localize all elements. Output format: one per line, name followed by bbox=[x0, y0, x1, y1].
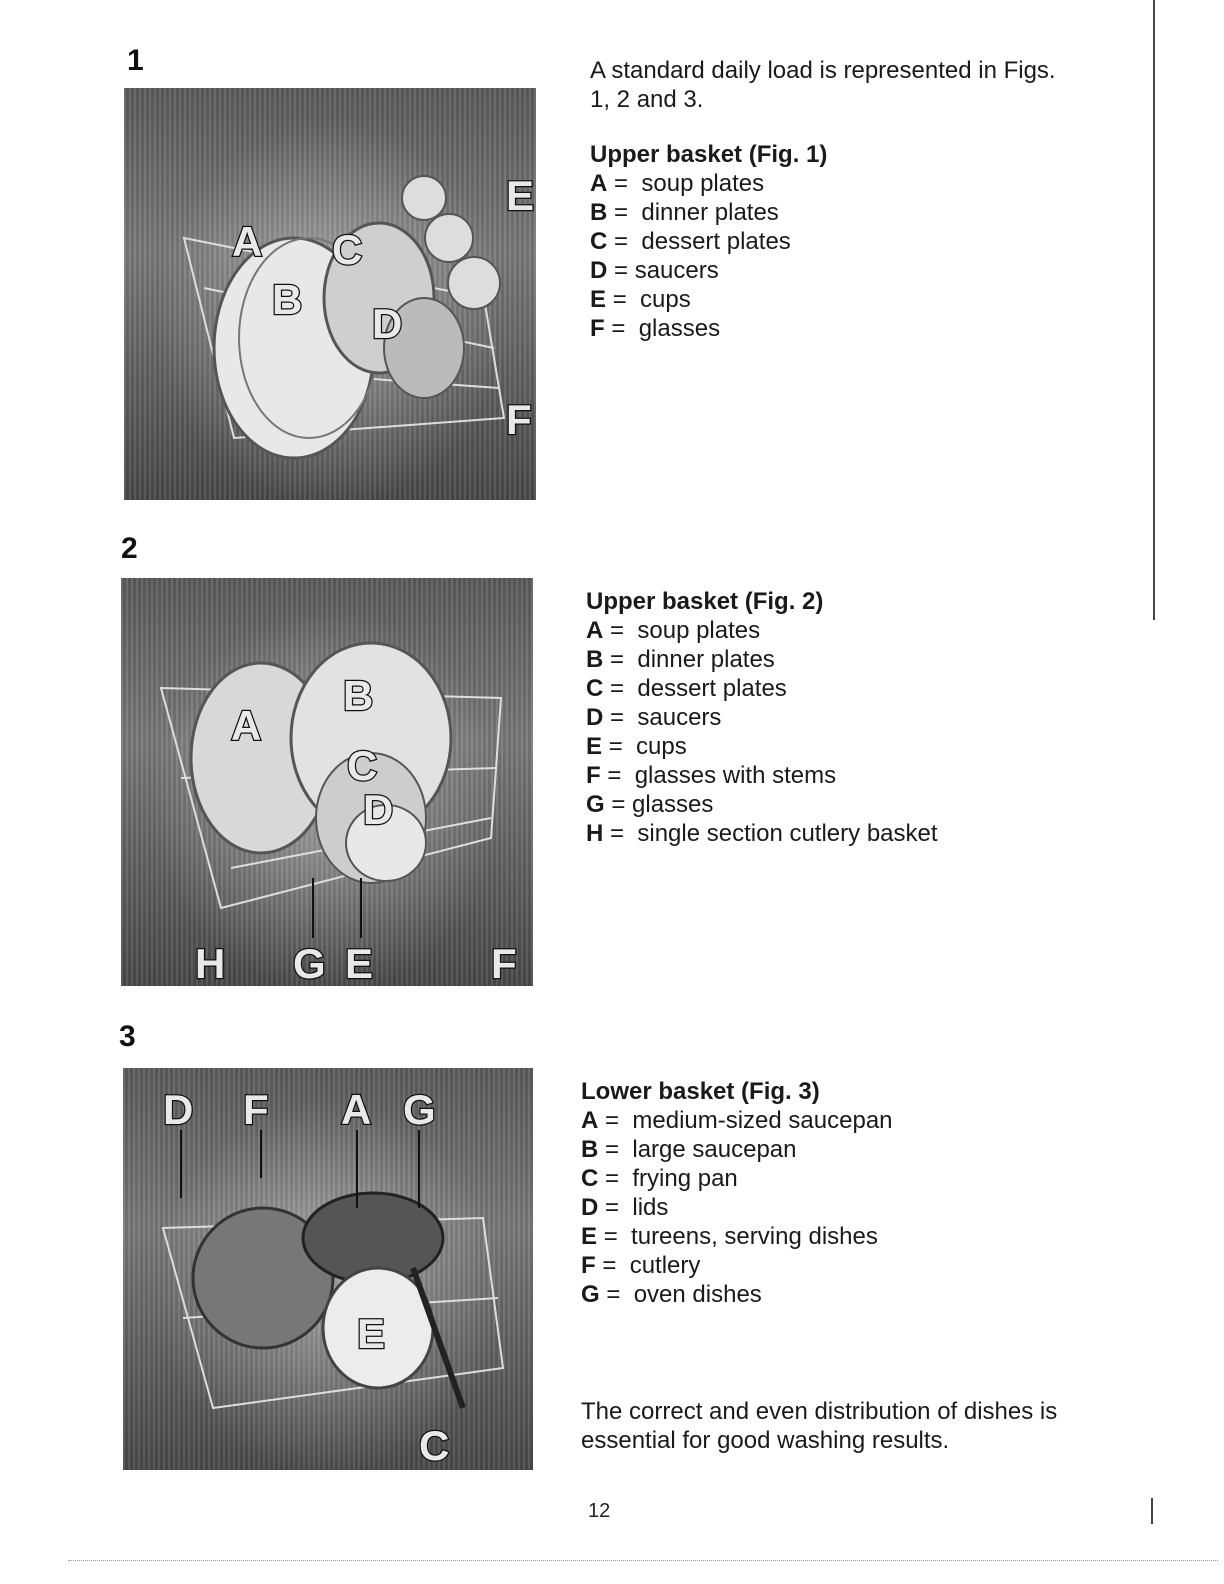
legend-item: B = dinner plates bbox=[590, 199, 779, 226]
figure-3-illustration bbox=[123, 1068, 533, 1470]
fig1-label-a: A bbox=[232, 218, 263, 265]
legend-item: G = oven dishes bbox=[581, 1281, 762, 1308]
figure-2-heading: Upper basket (Fig. 2) bbox=[586, 588, 824, 615]
scan-edge-mark bbox=[1151, 1498, 1153, 1524]
fig3-label-c: C bbox=[419, 1422, 450, 1469]
legend-item: F = glasses bbox=[590, 315, 721, 342]
fig1-label-e: E bbox=[506, 172, 535, 219]
fig3-label-a: A bbox=[341, 1086, 372, 1133]
legend-item: C = frying pan bbox=[581, 1165, 738, 1192]
figure-1-illustration bbox=[124, 88, 536, 500]
intro-text bbox=[590, 56, 1056, 114]
legend-item: A = soup plates bbox=[590, 170, 765, 197]
fig2-dishes bbox=[191, 643, 451, 883]
fig2-leader-lines bbox=[313, 878, 361, 938]
figure-2-number: 2 bbox=[121, 532, 138, 565]
fig2-label-a: A bbox=[231, 702, 262, 749]
fig3-label-e: E bbox=[357, 1310, 386, 1357]
figure-2-illustration bbox=[121, 578, 533, 986]
figure-3-photo bbox=[123, 1068, 533, 1470]
legend-item: E = cups bbox=[590, 286, 691, 313]
figure-1-heading: Upper basket (Fig. 1) bbox=[590, 141, 828, 168]
bottom-rule bbox=[68, 1560, 1218, 1561]
page-number: 12 bbox=[588, 1500, 611, 1522]
legend-item: D = lids bbox=[581, 1194, 669, 1221]
fig3-label-d: D bbox=[163, 1086, 194, 1133]
fig1-label-f: F bbox=[506, 396, 532, 443]
legend-item: E = cups bbox=[586, 733, 687, 760]
fig2-label-d: D bbox=[363, 786, 394, 833]
figure-1-legend bbox=[590, 140, 827, 343]
fig3-label-f: F bbox=[243, 1086, 269, 1133]
legend-item: F = cutlery bbox=[581, 1252, 701, 1279]
figure-2-photo bbox=[121, 578, 533, 986]
fig3-label-g: G bbox=[403, 1086, 436, 1133]
figure-3-heading: Lower basket (Fig. 3) bbox=[581, 1078, 820, 1105]
fig3-cookware bbox=[193, 1193, 463, 1408]
closing-line-2: essential for good washing results. bbox=[581, 1427, 950, 1454]
fig2-label-h: H bbox=[195, 940, 226, 986]
legend-item: B = large saucepan bbox=[581, 1136, 797, 1163]
fig2-label-g: G bbox=[293, 940, 326, 986]
intro-line-1: A standard daily load is represented in Figs. bbox=[590, 57, 1056, 84]
figure-3-legend bbox=[581, 1077, 893, 1309]
fig2-label-b: B bbox=[343, 672, 374, 719]
legend-item: H = single section cutlery basket bbox=[586, 820, 938, 847]
intro-line-2: 1, 2 and 3. bbox=[590, 86, 704, 113]
legend-item: F = glasses with stems bbox=[586, 762, 837, 789]
figure-1-number: 1 bbox=[127, 44, 144, 77]
fig1-label-b: B bbox=[272, 276, 303, 323]
legend-item: A = soup plates bbox=[586, 617, 761, 644]
fig1-label-d: D bbox=[372, 300, 403, 347]
scan-edge-line bbox=[1153, 0, 1155, 620]
legend-item: B = dinner plates bbox=[586, 646, 775, 673]
closing-line-1: The correct and even distribution of dishes is bbox=[581, 1398, 1058, 1425]
legend-item: D = saucers bbox=[586, 704, 722, 731]
fig2-label-e: E bbox=[345, 940, 374, 986]
legend-item: A = medium-sized saucepan bbox=[581, 1107, 893, 1134]
fig2-label-f: F bbox=[491, 940, 517, 986]
legend-item: C = dessert plates bbox=[590, 228, 791, 255]
figure-2-legend bbox=[586, 587, 938, 848]
closing-text bbox=[581, 1397, 1057, 1455]
fig1-label-c: C bbox=[332, 226, 363, 273]
legend-item: E = tureens, serving dishes bbox=[581, 1223, 878, 1250]
fig2-label-c: C bbox=[347, 742, 378, 789]
figure-1-photo bbox=[124, 88, 536, 500]
figure-3-number: 3 bbox=[119, 1020, 136, 1053]
legend-item: G = glasses bbox=[586, 791, 714, 818]
legend-item: D = saucers bbox=[590, 257, 719, 284]
legend-item: C = dessert plates bbox=[586, 675, 787, 702]
